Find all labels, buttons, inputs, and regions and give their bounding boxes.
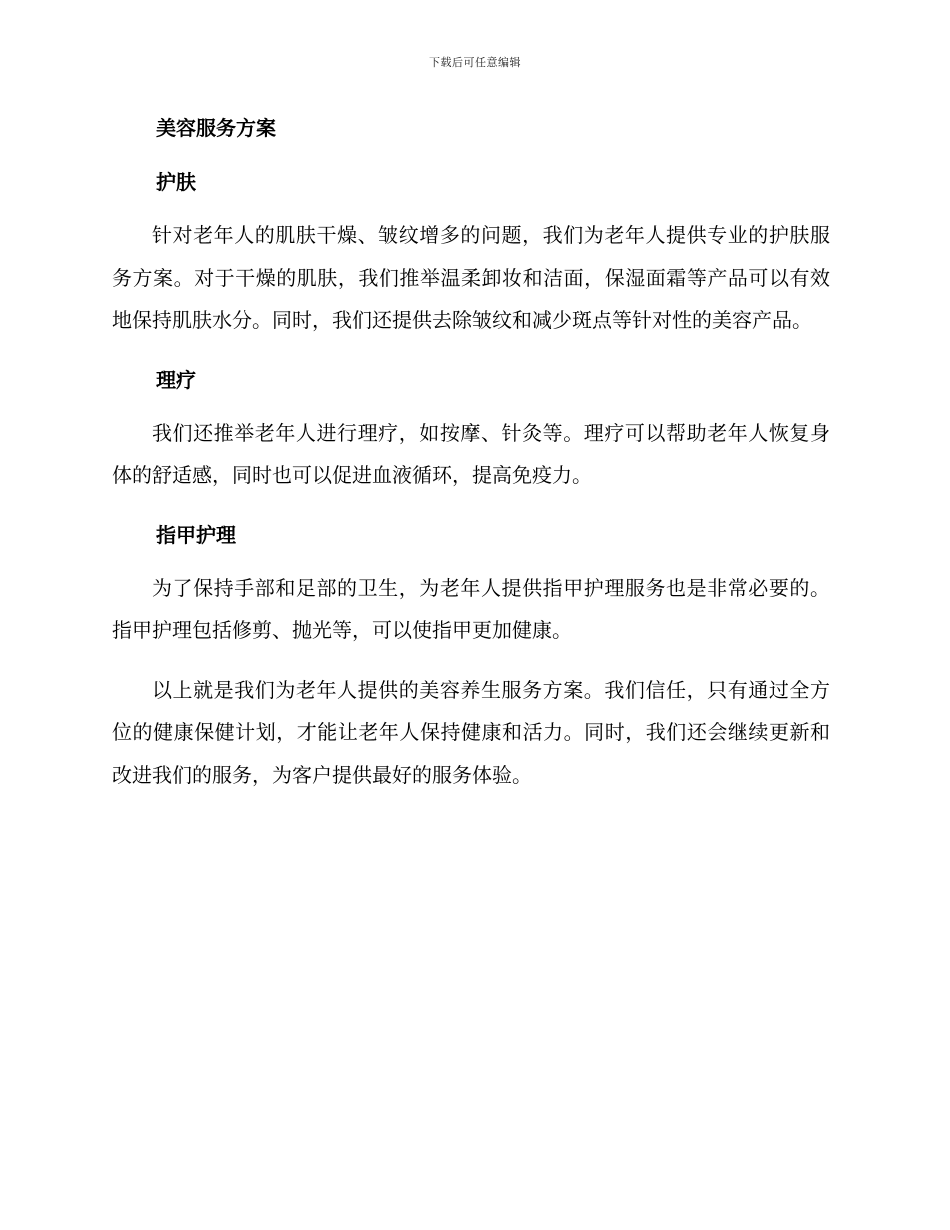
section-paragraph-nail-care: 为了保持手部和足部的卫生，为老年人提供指甲护理服务也是非常必要的。指甲护理包括修剪、抛光等，可以使指甲更加健康。	[112, 575, 830, 642]
section-paragraph-skincare: 针对老年人的肌肤干燥、皱纹增多的问题，我们为老年人提供专业的护肤服务方案。对于干燥的肌肤，我们推举温柔卸妆和洁面，保湿面霜等产品可以有效地保持肌肤水分。同时，我们还提供去除皱纹和减少斑点等针对性的美容产品。	[112, 223, 830, 332]
document-title: 美容服务方案	[156, 116, 276, 140]
section-heading-therapy: 理疗	[156, 367, 196, 392]
conclusion-paragraph: 以上就是我们为老年人提供的美容养生服务方案。我们信任，只有通过全方位的健康保健计划，才能让老年人保持健康和活力。同时，我们还会继续更新和改进我们的服务，为客户提供最好的服务体验。	[112, 677, 830, 787]
section-paragraph-therapy: 我们还推举老年人进行理疗，如按摩、针灸等。理疗可以帮助老年人恢复身体的舒适感，同时也可以促进血液循环，提高免疫力。	[112, 420, 830, 487]
section-heading-nail-care: 指甲护理	[156, 522, 236, 547]
document-body	[112, 108, 830, 796]
section-heading-skincare: 护肤	[156, 170, 196, 194]
header-note: 下载后可任意编辑	[429, 56, 521, 69]
